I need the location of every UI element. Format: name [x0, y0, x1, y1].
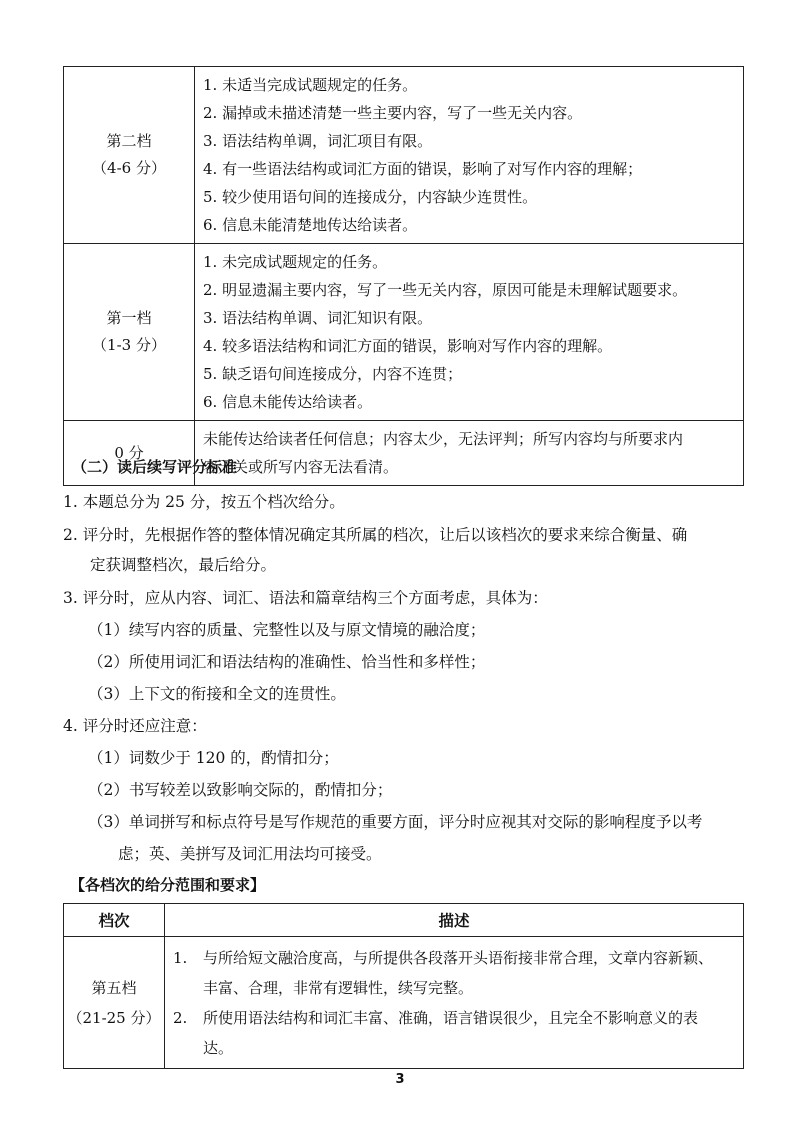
list-item: 5. 缺乏语句间连接成分，内容不连贯； — [203, 365, 463, 383]
paragraph-4-item-2: （2）书写较差以致影响交际的，酌情扣分； — [88, 781, 393, 799]
list-item — [173, 943, 735, 1003]
grade-name: 第一档 — [106, 309, 152, 327]
page-number: 3 — [395, 1072, 405, 1087]
section-heading: （二）读后续写评分标准 — [72, 458, 238, 476]
item-line: 丰富、合理，非常有逻辑性，续写完整。 — [203, 978, 474, 997]
list-item — [173, 1003, 735, 1063]
ranges-heading: 【各档次的给分范围和要求】 — [70, 876, 266, 894]
item-line: 与所给短文融洽度高，与所提供各段落开头语衔接非常合理，文章内容新颖、 — [203, 948, 714, 967]
paragraph-3-item-3: （3）上下文的衔接和全文的连贯性。 — [88, 685, 346, 703]
item-number: 1. — [173, 948, 188, 967]
list-item: 1. 未完成试题规定的任务。 — [203, 253, 388, 271]
description-cell — [195, 244, 744, 421]
list-item: 5. 较少使用语句间的连接成分，内容缺少连贯性。 — [203, 188, 538, 206]
grade-cell — [64, 937, 165, 1069]
list-item: 6. 信息未能清楚地传达给读者。 — [203, 216, 418, 234]
list-item: 6. 信息未能传达给读者。 — [203, 393, 373, 411]
paragraph-4: 4. 评分时还应注意： — [63, 717, 207, 735]
scoring-table-continuation — [63, 903, 744, 1069]
table-header-row — [64, 904, 744, 937]
table-row — [64, 244, 744, 421]
paragraph-3-item-2: （2）所使用词汇和语法结构的准确性、恰当性和多样性； — [88, 653, 486, 671]
item-line: 达。 — [203, 1038, 234, 1057]
list-item: 4. 较多语法结构和词汇方面的错误，影响对写作内容的理解。 — [203, 337, 613, 355]
description-cell — [165, 937, 744, 1069]
grade-range: （21-25 分） — [67, 1008, 161, 1027]
list-item: 4. 有一些语法结构或词汇方面的错误，影响了对写作内容的理解； — [203, 160, 643, 178]
list-item: 1. 未适当完成试题规定的任务。 — [203, 76, 418, 94]
table-row — [64, 937, 744, 1069]
grade-name: 第五档 — [91, 978, 137, 997]
grade-range: （4-6 分） — [92, 159, 166, 177]
paragraph-2-line-2: 定获调整档次，最后给分。 — [90, 556, 277, 574]
grade-range: （1-3 分） — [92, 336, 166, 354]
item-number: 2. — [173, 1008, 188, 1027]
paragraph-3-item-1: （1）续写内容的质量、完整性以及与原文情境的融洽度； — [88, 621, 486, 639]
column-header-description: 描述 — [165, 904, 744, 937]
column-header-grade: 档次 — [64, 904, 165, 937]
grade-cell — [64, 244, 195, 421]
list-item: 2. 明显遗漏主要内容，写了一些无关内容，原因可能是未理解试题要求。 — [203, 281, 688, 299]
item-text — [203, 943, 735, 1003]
list-item: 3. 语法结构单调，词汇项目有限。 — [203, 132, 433, 150]
table-row — [64, 67, 744, 244]
grade-name: 第二档 — [106, 132, 152, 150]
list-item: 2. 漏掉或未描述清楚一些主要内容，写了一些无关内容。 — [203, 104, 583, 122]
paragraph-2-line-1: 2. 评分时，先根据作答的整体情况确定其所属的档次，让后以该档次的要求来综合衡量、确 — [63, 526, 688, 544]
zero-line-1: 未能传达给读者任何信息；内容太少，无法评判；所写内容均与所要求内 — [203, 430, 684, 448]
paragraph-4-item-3-line-2: 虑；英、美拼写及词汇用法均可接受。 — [118, 845, 382, 863]
item-text — [203, 1003, 735, 1063]
description-cell — [195, 421, 744, 486]
zero-line-2: 容无关或所写内容无法看清。 — [203, 458, 399, 476]
paragraph-3: 3. 评分时，应从内容、词汇、语法和篇章结构三个方面考虑，具体为： — [63, 589, 548, 607]
scoring-table-writing — [63, 66, 744, 486]
item-line: 所使用语法结构和词汇丰富、准确，语言错误很少，且完全不影响意义的表 — [203, 1008, 699, 1027]
paragraph-4-item-1: （1）词数少于 120 的，酌情扣分； — [88, 749, 339, 767]
grade-name: 0 分 — [114, 443, 144, 462]
paragraph-4-item-3-line-1: （3）单词拼写和标点符号是写作规范的重要方面，评分时应视其对交际的影响程度予以考 — [88, 813, 703, 831]
description-cell — [195, 67, 744, 244]
paragraph-1: 1. 本题总分为 25 分，按五个档次给分。 — [63, 493, 345, 511]
list-item: 3. 语法结构单调、词汇知识有限。 — [203, 309, 433, 327]
grade-cell — [64, 67, 195, 244]
